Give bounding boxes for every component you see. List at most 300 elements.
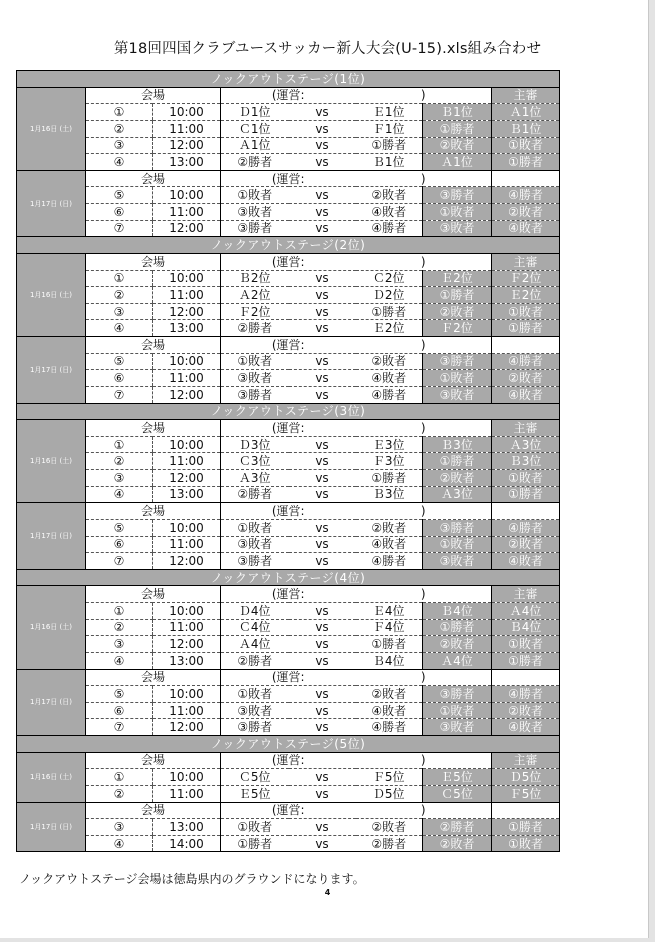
vs-label: vs	[289, 619, 356, 636]
vs-label: vs	[289, 519, 356, 536]
match-row	[17, 137, 560, 154]
stage-title: ノックアウトステージ(3位)	[17, 403, 560, 420]
match-date: 1月17日 (日)	[17, 669, 86, 736]
match-number: ①	[86, 270, 153, 287]
home-team: Ｄ3位	[221, 436, 289, 453]
referee-assignment: Ｅ2位	[423, 270, 492, 287]
referee-assignment: ③敗者	[423, 386, 492, 403]
ar-assignment: ④勝者	[492, 686, 560, 703]
home-team: ③勝者	[221, 719, 289, 736]
match-row	[17, 270, 560, 287]
referee-assignment: ①敗者	[423, 370, 492, 387]
referee-assignment: ①敗者	[423, 702, 492, 719]
referee-assignment: ③敗者	[423, 220, 492, 237]
match-date: 1月17日 (日)	[17, 337, 86, 404]
unei-close: )	[356, 669, 492, 686]
referee-assignment: Ｂ3位	[423, 436, 492, 453]
ar-assignment: ④勝者	[492, 353, 560, 370]
away-team: Ｄ2位	[356, 287, 423, 304]
kickoff-time: 11:00	[153, 536, 221, 553]
referee-assignment: ②敗者	[423, 303, 492, 320]
match-row	[17, 702, 560, 719]
footer-note: ノックアウトステージ会場は徳島県内のグラウンドになります。	[19, 872, 365, 886]
ar-assignment: ②敗者	[492, 204, 560, 221]
match-number: ④	[86, 486, 153, 503]
ar-assignment: Ａ4位	[492, 603, 560, 620]
ar-assignment: Ａ1位	[492, 104, 560, 121]
referee-assignment: ③勝者	[423, 353, 492, 370]
kickoff-time: 10:00	[153, 686, 221, 703]
home-team: ③勝者	[221, 220, 289, 237]
home-team: ②勝者	[221, 320, 289, 337]
referee-assignment: ①敗者	[423, 536, 492, 553]
kickoff-time: 10:00	[153, 187, 221, 204]
match-row	[17, 436, 560, 453]
match-number: ⑦	[86, 220, 153, 237]
match-row	[17, 386, 560, 403]
referee-assignment: ③勝者	[423, 686, 492, 703]
match-number: ⑤	[86, 519, 153, 536]
kickoff-time: 10:00	[153, 353, 221, 370]
away-team: Ｃ2位	[356, 270, 423, 287]
away-team: Ｅ2位	[356, 320, 423, 337]
away-team: Ｅ4位	[356, 603, 423, 620]
referee-assignment: ①勝者	[423, 619, 492, 636]
home-team: ②勝者	[221, 154, 289, 171]
stage-title: ノックアウトステージ(5位)	[17, 736, 560, 753]
venue-label: 会場	[86, 586, 221, 603]
match-number: ⑤	[86, 353, 153, 370]
unei-label: (運営:	[221, 420, 356, 437]
referee-assignment: Ａ3位	[423, 486, 492, 503]
match-number: ①	[86, 436, 153, 453]
match-row	[17, 120, 560, 137]
vs-label: vs	[289, 370, 356, 387]
match-number: ⑦	[86, 386, 153, 403]
home-team: Ｄ4位	[221, 603, 289, 620]
away-team: Ｂ4位	[356, 652, 423, 669]
ar-assignment: ①勝者	[492, 819, 560, 836]
away-team: ①勝者	[356, 137, 423, 154]
match-date: 1月16日 (土)	[17, 752, 86, 802]
unei-close: )	[356, 253, 492, 270]
home-team: Ａ3位	[221, 470, 289, 487]
unei-close: )	[356, 503, 492, 520]
kickoff-time: 13:00	[153, 819, 221, 836]
match-number: ①	[86, 603, 153, 620]
vs-label: vs	[289, 204, 356, 221]
vs-label: vs	[289, 769, 356, 786]
kickoff-time: 10:00	[153, 603, 221, 620]
referee-assignment: Ａ1位	[423, 154, 492, 171]
match-number: ①	[86, 104, 153, 121]
home-team: Ｃ4位	[221, 619, 289, 636]
kickoff-time: 13:00	[153, 652, 221, 669]
vs-label: vs	[289, 137, 356, 154]
home-team: ③勝者	[221, 553, 289, 570]
referee-header: 主審	[492, 87, 560, 104]
venue-label: 会場	[86, 669, 221, 686]
kickoff-time: 11:00	[153, 619, 221, 636]
match-number: ④	[86, 320, 153, 337]
referee-header-blank	[492, 503, 560, 520]
referee-assignment: ②勝者	[423, 819, 492, 836]
venue-label: 会場	[86, 170, 221, 187]
match-date: 1月16日 (土)	[17, 87, 86, 170]
unei-close: )	[356, 802, 492, 819]
ar-assignment: ①勝者	[492, 652, 560, 669]
home-team: ②勝者	[221, 486, 289, 503]
venue-label: 会場	[86, 337, 221, 354]
home-team: Ｃ5位	[221, 769, 289, 786]
away-team: ②敗者	[356, 353, 423, 370]
venue-row	[17, 420, 560, 437]
vs-label: vs	[289, 785, 356, 802]
match-number: ⑤	[86, 686, 153, 703]
stage-title: ノックアウトステージ(4位)	[17, 569, 560, 586]
match-row	[17, 187, 560, 204]
venue-row	[17, 802, 560, 819]
kickoff-time: 10:00	[153, 104, 221, 121]
referee-assignment: ③敗者	[423, 719, 492, 736]
vs-label: vs	[289, 436, 356, 453]
venue-label: 会場	[86, 87, 221, 104]
match-number: ⑦	[86, 553, 153, 570]
away-team: ④敗者	[356, 204, 423, 221]
unei-label: (運営:	[221, 503, 356, 520]
home-team: Ｂ2位	[221, 270, 289, 287]
match-row	[17, 686, 560, 703]
home-team: ③敗者	[221, 204, 289, 221]
home-team: ③勝者	[221, 386, 289, 403]
venue-label: 会場	[86, 253, 221, 270]
unei-label: (運営:	[221, 802, 356, 819]
referee-assignment: Ｅ5位	[423, 769, 492, 786]
home-team: Ｆ2位	[221, 303, 289, 320]
match-row	[17, 104, 560, 121]
match-row	[17, 453, 560, 470]
kickoff-time: 12:00	[153, 553, 221, 570]
ar-assignment: Ｂ4位	[492, 619, 560, 636]
referee-header-blank	[492, 669, 560, 686]
kickoff-time: 12:00	[153, 719, 221, 736]
unei-close: )	[356, 752, 492, 769]
referee-assignment: Ｆ2位	[423, 320, 492, 337]
ar-assignment: ④勝者	[492, 187, 560, 204]
home-team: ①勝者	[221, 835, 289, 852]
home-team: Ａ2位	[221, 287, 289, 304]
ar-assignment: Ｂ1位	[492, 120, 560, 137]
ar-assignment: Ｂ3位	[492, 453, 560, 470]
match-number: ④	[86, 652, 153, 669]
kickoff-time: 11:00	[153, 287, 221, 304]
away-team: ①勝者	[356, 470, 423, 487]
venue-row	[17, 87, 560, 104]
vs-label: vs	[289, 220, 356, 237]
referee-assignment: Ｂ1位	[423, 104, 492, 121]
referee-header: 主審	[492, 752, 560, 769]
match-number: ②	[86, 785, 153, 802]
vs-label: vs	[289, 470, 356, 487]
kickoff-time: 11:00	[153, 453, 221, 470]
away-team: ①勝者	[356, 636, 423, 653]
kickoff-time: 11:00	[153, 370, 221, 387]
vs-label: vs	[289, 154, 356, 171]
kickoff-time: 11:00	[153, 702, 221, 719]
away-team: ④敗者	[356, 536, 423, 553]
match-row	[17, 719, 560, 736]
unei-label: (運営:	[221, 752, 356, 769]
kickoff-time: 13:00	[153, 486, 221, 503]
vs-label: vs	[289, 652, 356, 669]
match-number: ②	[86, 120, 153, 137]
referee-header-blank	[492, 337, 560, 354]
match-number: ⑦	[86, 719, 153, 736]
match-row	[17, 287, 560, 304]
venue-label: 会場	[86, 752, 221, 769]
away-team: ④敗者	[356, 370, 423, 387]
vs-label: vs	[289, 320, 356, 337]
match-number: ①	[86, 769, 153, 786]
match-row	[17, 204, 560, 221]
unei-close: )	[356, 337, 492, 354]
match-row	[17, 835, 560, 852]
ar-assignment: ①敗者	[492, 470, 560, 487]
ar-assignment: ②敗者	[492, 702, 560, 719]
match-row	[17, 519, 560, 536]
ar-assignment: ①敗者	[492, 636, 560, 653]
match-row	[17, 303, 560, 320]
kickoff-time: 10:00	[153, 769, 221, 786]
unei-close: )	[356, 420, 492, 437]
home-team: ①敗者	[221, 819, 289, 836]
away-team: Ｆ3位	[356, 453, 423, 470]
match-number: ③	[86, 636, 153, 653]
match-date: 1月16日 (土)	[17, 253, 86, 336]
referee-assignment: ③敗者	[423, 553, 492, 570]
referee-assignment: ②敗者	[423, 137, 492, 154]
ar-assignment: Ｅ2位	[492, 287, 560, 304]
stage-header-row	[17, 71, 560, 88]
page-bottom-edge	[0, 938, 655, 942]
match-date: 1月16日 (土)	[17, 420, 86, 503]
ar-assignment: ②敗者	[492, 370, 560, 387]
kickoff-time: 10:00	[153, 436, 221, 453]
venue-label: 会場	[86, 802, 221, 819]
ar-assignment: Ａ3位	[492, 436, 560, 453]
match-number: ②	[86, 619, 153, 636]
away-team: ④勝者	[356, 719, 423, 736]
match-row	[17, 154, 560, 171]
ar-assignment: ①勝者	[492, 320, 560, 337]
venue-row	[17, 669, 560, 686]
kickoff-time: 11:00	[153, 120, 221, 137]
match-row	[17, 785, 560, 802]
home-team: Ａ4位	[221, 636, 289, 653]
ar-assignment: ①敗者	[492, 835, 560, 852]
vs-label: vs	[289, 187, 356, 204]
stage-title: ノックアウトステージ(2位)	[17, 237, 560, 254]
kickoff-time: 12:00	[153, 137, 221, 154]
home-team: Ｃ3位	[221, 453, 289, 470]
match-number: ③	[86, 470, 153, 487]
match-row	[17, 220, 560, 237]
vs-label: vs	[289, 553, 356, 570]
kickoff-time: 11:00	[153, 204, 221, 221]
kickoff-time: 12:00	[153, 386, 221, 403]
away-team: ④敗者	[356, 702, 423, 719]
kickoff-time: 12:00	[153, 636, 221, 653]
home-team: Ｄ1位	[221, 104, 289, 121]
home-team: Ｅ5位	[221, 785, 289, 802]
away-team: ②敗者	[356, 187, 423, 204]
match-row	[17, 486, 560, 503]
ar-assignment: Ｆ5位	[492, 785, 560, 802]
kickoff-time: 11:00	[153, 785, 221, 802]
venue-row	[17, 586, 560, 603]
match-number: ⑤	[86, 187, 153, 204]
venue-row	[17, 337, 560, 354]
match-row	[17, 370, 560, 387]
vs-label: vs	[289, 686, 356, 703]
kickoff-time: 12:00	[153, 470, 221, 487]
ar-assignment: ④敗者	[492, 220, 560, 237]
vs-label: vs	[289, 386, 356, 403]
referee-header-blank	[492, 802, 560, 819]
away-team: ②敗者	[356, 519, 423, 536]
referee-assignment: ①勝者	[423, 453, 492, 470]
page-number: 4	[324, 888, 331, 897]
home-team: ①敗者	[221, 353, 289, 370]
home-team: ①敗者	[221, 686, 289, 703]
match-row	[17, 553, 560, 570]
vs-label: vs	[289, 486, 356, 503]
venue-row	[17, 503, 560, 520]
match-row	[17, 636, 560, 653]
ar-assignment: Ｆ2位	[492, 270, 560, 287]
away-team: Ｂ1位	[356, 154, 423, 171]
venue-label: 会場	[86, 503, 221, 520]
vs-label: vs	[289, 287, 356, 304]
stage-header-row	[17, 569, 560, 586]
stage-header-row	[17, 237, 560, 254]
match-date: 1月17日 (日)	[17, 170, 86, 237]
match-date: 1月17日 (日)	[17, 503, 86, 570]
away-team: ②敗者	[356, 819, 423, 836]
match-number: ⑥	[86, 370, 153, 387]
ar-assignment: Ｄ5位	[492, 769, 560, 786]
vs-label: vs	[289, 636, 356, 653]
home-team: ③敗者	[221, 702, 289, 719]
away-team: ④勝者	[356, 553, 423, 570]
ar-assignment: ①敗者	[492, 137, 560, 154]
referee-assignment: ①勝者	[423, 287, 492, 304]
ar-assignment: ②敗者	[492, 536, 560, 553]
vs-label: vs	[289, 536, 356, 553]
ar-assignment: ①敗者	[492, 303, 560, 320]
schedule-table	[16, 70, 560, 852]
vs-label: vs	[289, 270, 356, 287]
match-row	[17, 536, 560, 553]
match-number: ⑥	[86, 536, 153, 553]
venue-label: 会場	[86, 420, 221, 437]
referee-header-blank	[492, 170, 560, 187]
unei-label: (運営:	[221, 170, 356, 187]
away-team: ④勝者	[356, 220, 423, 237]
away-team: ①勝者	[356, 303, 423, 320]
kickoff-time: 10:00	[153, 270, 221, 287]
vs-label: vs	[289, 819, 356, 836]
match-row	[17, 652, 560, 669]
match-row	[17, 353, 560, 370]
vs-label: vs	[289, 453, 356, 470]
vs-label: vs	[289, 835, 356, 852]
match-row	[17, 819, 560, 836]
referee-assignment: ③勝者	[423, 187, 492, 204]
vs-label: vs	[289, 120, 356, 137]
home-team: Ｃ1位	[221, 120, 289, 137]
match-number: ②	[86, 287, 153, 304]
ar-assignment: ④敗者	[492, 386, 560, 403]
referee-assignment: ②敗者	[423, 470, 492, 487]
unei-close: )	[356, 586, 492, 603]
stage-title: ノックアウトステージ(1位)	[17, 71, 560, 88]
vs-label: vs	[289, 603, 356, 620]
ar-assignment: ④勝者	[492, 519, 560, 536]
kickoff-time: 10:00	[153, 519, 221, 536]
unei-label: (運営:	[221, 337, 356, 354]
venue-row	[17, 752, 560, 769]
document-title: 第18回四国クラブユースサッカー新人大会(U-15).xls組み合わせ	[113, 41, 542, 57]
match-number: ③	[86, 303, 153, 320]
away-team: Ｅ3位	[356, 436, 423, 453]
match-date: 1月17日 (日)	[17, 802, 86, 852]
ar-assignment: ①勝者	[492, 486, 560, 503]
referee-assignment: ③勝者	[423, 519, 492, 536]
referee-assignment: Ａ4位	[423, 652, 492, 669]
home-team: ③敗者	[221, 536, 289, 553]
page-right-edge	[648, 0, 655, 942]
match-row	[17, 603, 560, 620]
ar-assignment: ④敗者	[492, 553, 560, 570]
vs-label: vs	[289, 702, 356, 719]
referee-header: 主審	[492, 420, 560, 437]
referee-header: 主審	[492, 253, 560, 270]
kickoff-time: 14:00	[153, 835, 221, 852]
vs-label: vs	[289, 104, 356, 121]
match-row	[17, 470, 560, 487]
away-team: Ｂ3位	[356, 486, 423, 503]
away-team: ②敗者	[356, 686, 423, 703]
referee-assignment: Ｂ4位	[423, 603, 492, 620]
kickoff-time: 13:00	[153, 154, 221, 171]
referee-header: 主審	[492, 586, 560, 603]
vs-label: vs	[289, 303, 356, 320]
away-team: Ｆ5位	[356, 769, 423, 786]
vs-label: vs	[289, 719, 356, 736]
ar-assignment: ①勝者	[492, 154, 560, 171]
unei-label: (運営:	[221, 586, 356, 603]
match-row	[17, 769, 560, 786]
match-number: ⑥	[86, 204, 153, 221]
match-number: ④	[86, 154, 153, 171]
unei-label: (運営:	[221, 87, 356, 104]
away-team: ④勝者	[356, 386, 423, 403]
kickoff-time: 12:00	[153, 220, 221, 237]
away-team: Ｆ1位	[356, 120, 423, 137]
venue-row	[17, 170, 560, 187]
unei-label: (運営:	[221, 669, 356, 686]
